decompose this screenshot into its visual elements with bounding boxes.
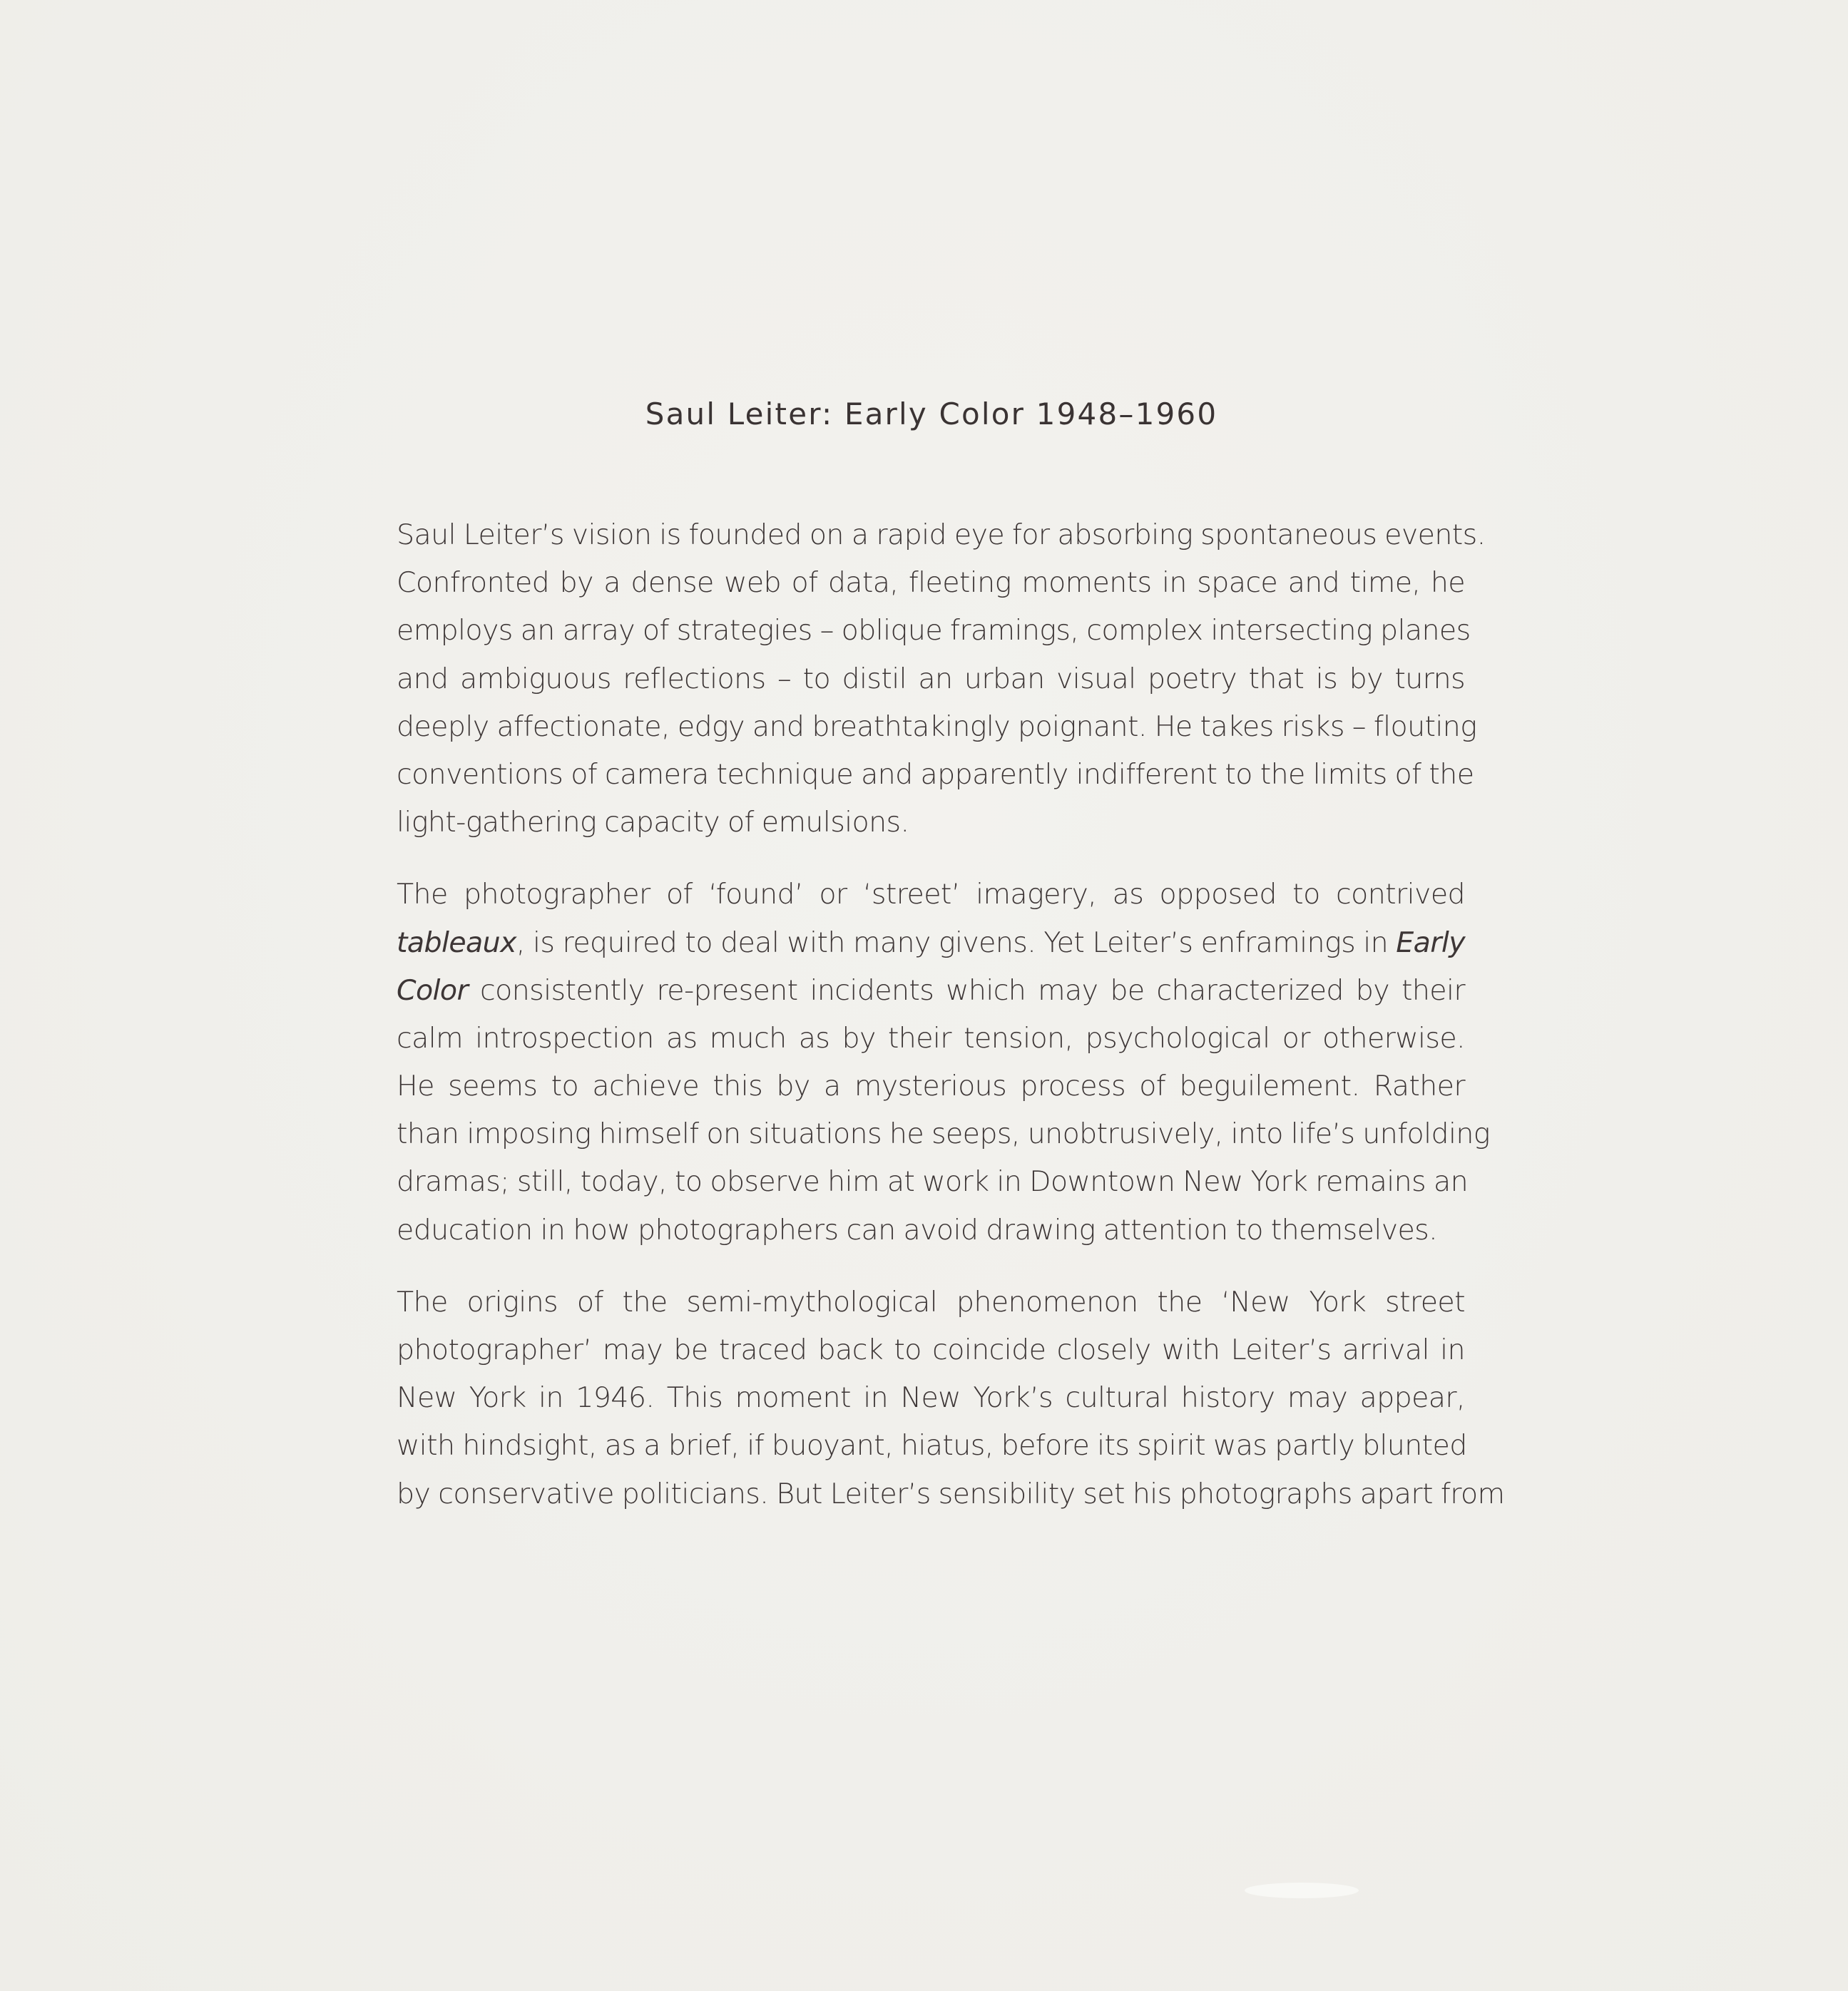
text-line: Saul Leiter’s vision is founded on a rapid eye for absorbing spontaneous events. [397,518,1486,551]
text-line: The photographer of ‘found’ or ‘street’ imagery, as opposed to contrived [397,878,1465,911]
text-line: photographer’ may be traced back to coincide closely with Leiter’s arrival in [397,1334,1465,1366]
text-run: , is required to deal with many givens. Yet Leiter’s enframings in [516,926,1397,959]
text-line: light-gathering capacity of emulsions. [397,806,909,839]
text-line-with-italics [397,919,1465,967]
text-line: conventions of camera technique and apparently indifferent to the limits of the [397,757,1474,791]
text-line: New York in 1946. This moment in New York’s cultural history may appear, [397,1381,1465,1415]
page-title: Saul Leiter: Early Color 1948–1960 [645,396,1218,431]
text-run: consistently re-present incidents which may be characterized by their [468,973,1465,1007]
text-line: He seems to achieve this by a mysterious process of beguilement. Rather [397,1070,1465,1103]
text-line: employs an array of strategies – oblique framings, complex intersecting planes [397,614,1471,648]
paragraph-3 [397,1279,1505,1518]
italic-title: Early [1396,926,1465,959]
italic-title: Color [397,973,469,1007]
text-line: dramas; still, today, to observe him at work in Downtown New York remains an [397,1165,1469,1199]
text-line: The origins of the semi-mythological phenomenon the ‘New York street [397,1285,1465,1319]
paper-blemish [1245,1883,1359,1898]
text-line: than imposing himself on situations he seeps, unobtrusively, into life’s unfolding [397,1117,1490,1151]
italic-term: tableaux [397,926,516,959]
text-line: and ambiguous reflections – to distil an urban visual poetry that is by turns [397,662,1465,695]
body-text [397,511,1505,1542]
text-line: education in how photographers can avoid drawing attention to themselves. [397,1213,1438,1247]
text-line-with-italics [397,967,1465,1015]
text-line: Confronted by a dense web of data, fleeting moments in space and time, he [397,566,1465,600]
text-line: by conservative politicians. But Leiter’s sensibility set his photographs apart from [397,1477,1505,1510]
text-line: deeply affectionate, edgy and breathtakingly poignant. He takes risks – flouting [397,710,1477,743]
paragraph-1 [397,511,1486,846]
text-line: calm introspection as much as by their tension, psychological or otherwise. [397,1021,1465,1055]
text-line: with hindsight, as a brief, if buoyant, hiatus, before its spirit was partly blunted [397,1429,1467,1463]
paragraph-2 [397,871,1490,1254]
